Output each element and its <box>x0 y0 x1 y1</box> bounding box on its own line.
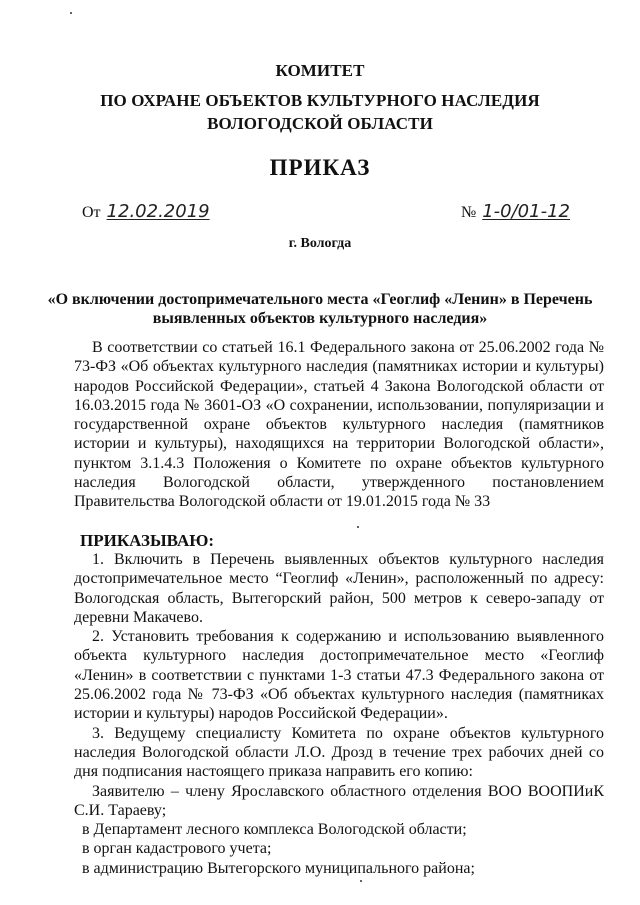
recipient-3: в орган кадастрового учета; <box>82 840 272 858</box>
recipient-2: в Департамент лесного комплекса Вологодской области; <box>82 821 467 839</box>
order-items <box>74 550 604 878</box>
order-item-1: 1. Включить в Перечень выявленных объектов культурного наследия достопримечательное место “Геоглиф «Ленин», расположенный по адресу: Вологодская область, Вытегорский район, 500 метров к северо-западу от деревни Макачево. <box>74 551 604 626</box>
order-title: ПРИКАЗ <box>269 155 371 180</box>
scan-speck <box>360 880 362 882</box>
decree-word: ПРИКАЗЫВАЮ: <box>80 531 215 550</box>
scan-speck <box>70 12 72 14</box>
number-prefix: № <box>460 204 477 221</box>
order-heading: «О включении достопримечательного места «Геоглиф «Ленин» в Перечень выявленных объектов культурного наследия» <box>47 291 593 327</box>
order-number <box>461 201 570 222</box>
number-value: 1-0/01-12 <box>482 201 570 222</box>
preamble <box>74 338 604 512</box>
order-item-2: 2. Установить требования к содержанию и использованию выявленного объекта культурного наследия достопримечательное место «Геоглиф «Ленин» в соответствии с пунктами 1-3 статьи 47.3 Федерального закона от 25.06.2002 года № 73-ФЗ «Об объектах культурного наследия (памятниках истории и культуры) народов Российской Федерации». <box>74 628 604 723</box>
scan-speck <box>357 526 359 528</box>
recipient-1: Заявителю – члену Ярославского областного отделения ВОО ВООПИиК С.И. Тараеву; <box>74 782 604 819</box>
order-item-3: 3. Ведущему специалисту Комитета по охране объектов культурного наследия Вологодской области Л.О. Дрозд в течение трех рабочих дней со дня подписания настоящего приказа направить его копию: <box>74 724 604 781</box>
committee-name-line-1: КОМИТЕТ <box>275 61 365 80</box>
recipient-4: в администрацию Вытегорского муниципального района; <box>82 859 475 877</box>
date-value: 12.02.2019 <box>106 201 210 222</box>
order-date <box>82 201 210 222</box>
committee-name-line-3: ВОЛОГОДСКОЙ ОБЛАСТИ <box>207 114 433 133</box>
date-prefix: От <box>82 204 101 221</box>
city: г. Вологда <box>288 236 352 251</box>
committee-name-line-2: ПО ОХРАНЕ ОБЪЕКТОВ КУЛЬТУРНОГО НАСЛЕДИЯ <box>100 91 540 110</box>
preamble-text: В соответствии со статьей 16.1 Федерального закона от 25.06.2002 года № 73-ФЗ «Об объектах культурного наследия (памятниках истории и культуры) народов Российской Федерации», статьей 4 Закона Вологодской области от 16.03.2015 года № 3601-ОЗ «О сохранении, использовании, популяризации и государственной охране объектов культурного наследия (памятников истории и культуры), находящихся на территории Вологодской области», пунктом 3.1.4.3 Положения о Комитете по охране объектов культурного наследия Вологодской области, утвержденного постановлением Правительства Вологодской области от 19.01.2015 года № 33 <box>74 339 604 511</box>
